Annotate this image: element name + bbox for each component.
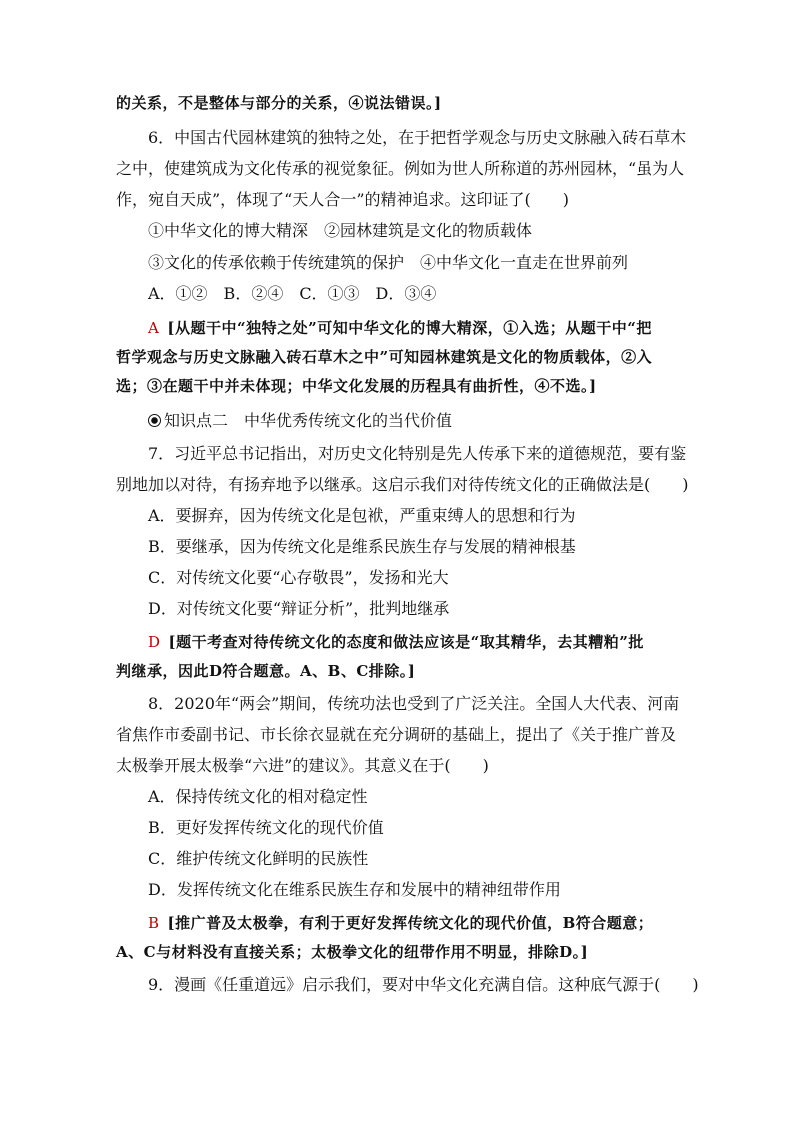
answer-line [116, 93, 716, 113]
line-text: 选；③在题干中并未体现；中华文化发展的历程具有曲折性，④不选。] [116, 377, 597, 395]
line-text: 别地加以对待，有扬弃地予以继承。这启示我们对待传统文化的正确做法是( ) [116, 475, 689, 494]
text-line [116, 725, 716, 745]
line-text: 9．漫画《任重道远》启示我们，要对中华文化充满自信。这种底气源于( ) [148, 975, 699, 994]
text-line [148, 818, 748, 838]
answer-key: D [148, 633, 161, 651]
line-text: D．对传统文化要“辩证分析”，批判地继承 [148, 599, 450, 618]
answer-key: B [148, 914, 160, 932]
line-text: A、C与材料没有直接关系；太极拳文化的纽带作用不明显，排除D。] [116, 943, 589, 961]
text-line [116, 475, 716, 495]
line-text: 哲学观念与历史文脉融入砖石草木之中”可知园林建筑是文化的物质载体，②入 [116, 348, 653, 366]
target-bullet-icon [148, 414, 161, 427]
line-text: [题干考查对待传统文化的态度和做法应该是“取其精华，去其糟粕”批 [168, 633, 644, 651]
line-text: 省焦作市委副书记、市长徐衣显就在充分调研的基础上，提出了《关于推广普及 [116, 725, 677, 744]
text-line [148, 787, 748, 807]
line-text: 之中，使建筑成为文化传承的视觉象征。例如为世人所称道的苏州园林，“虽为人 [116, 159, 685, 178]
text-line [148, 128, 748, 148]
answer-line [116, 942, 716, 962]
text-line [148, 694, 748, 714]
line-text: B．要继承，因为传统文化是维系民族生存与发展的精神根基 [148, 537, 576, 556]
line-text: D．发挥传统文化在维系民族生存和发展中的精神纽带作用 [148, 880, 561, 899]
answer-key: A [148, 319, 160, 337]
text-line [148, 506, 748, 526]
answer-line [116, 376, 716, 396]
line-text: B．更好发挥传统文化的现代价值 [148, 818, 384, 837]
section-heading [148, 411, 748, 431]
line-text: 判继承，因此D符合题意。A、B、C排除。] [116, 662, 416, 680]
line-text: 知识点二 中华优秀传统文化的当代价值 [164, 411, 453, 430]
text-line [148, 599, 748, 619]
answer-line [148, 913, 748, 933]
answer-line [116, 661, 716, 681]
line-text: 太极拳开展太极拳“六进”的建议》。其意义在于( ) [116, 756, 489, 775]
line-text: ③文化的传承依赖于传统建筑的保护 ④中华文化一直走在世界前列 [148, 253, 629, 272]
text-line [148, 568, 748, 588]
text-line [148, 444, 748, 464]
line-text: [从题干中“独特之处”可知中华文化的博大精深，①入选；从题干中“把 [167, 319, 652, 337]
line-text: A．①② B．②④ C．①③ D．③④ [148, 284, 437, 303]
text-line [148, 253, 748, 273]
line-text: 8．2020年“两会”期间，传统功法也受到了广泛关注。全国人大代表、河南 [148, 694, 680, 713]
line-text: A．要摒弃，因为传统文化是包袱，严重束缚人的思想和行为 [148, 506, 576, 525]
answer-line [148, 318, 748, 338]
answer-line [148, 632, 748, 652]
line-text: A．保持传统文化的相对稳定性 [148, 787, 368, 806]
text-line [148, 975, 748, 995]
text-line [148, 537, 748, 557]
line-text: 作，宛自天成”，体现了“天人合一”的精神追求。这印证了( ) [116, 190, 570, 209]
text-line [148, 284, 748, 304]
text-line [148, 221, 748, 241]
line-text: [推广普及太极拳，有利于更好发挥传统文化的现代价值，B符合题意； [167, 914, 654, 932]
line-text: 7．习近平总书记指出，对历史文化特别是先人传承下来的道德规范，要有鉴 [148, 444, 687, 463]
line-text: C．维护传统文化鲜明的民族性 [148, 849, 369, 868]
line-text: C．对传统文化要“心存敬畏”，发扬和光大 [148, 568, 449, 587]
line-text: 的关系，不是整体与部分的关系，④说法错误。] [116, 94, 442, 112]
line-text: 6．中国古代园林建筑的独特之处，在于把哲学观念与历史文脉融入砖石草木 [148, 128, 687, 147]
text-line [148, 880, 748, 900]
text-line [116, 190, 716, 210]
answer-line [116, 347, 716, 367]
text-line [116, 756, 716, 776]
line-text: ①中华文化的博大精深 ②园林建筑是文化的物质载体 [148, 221, 533, 240]
text-line [148, 849, 748, 869]
text-line [116, 159, 716, 179]
